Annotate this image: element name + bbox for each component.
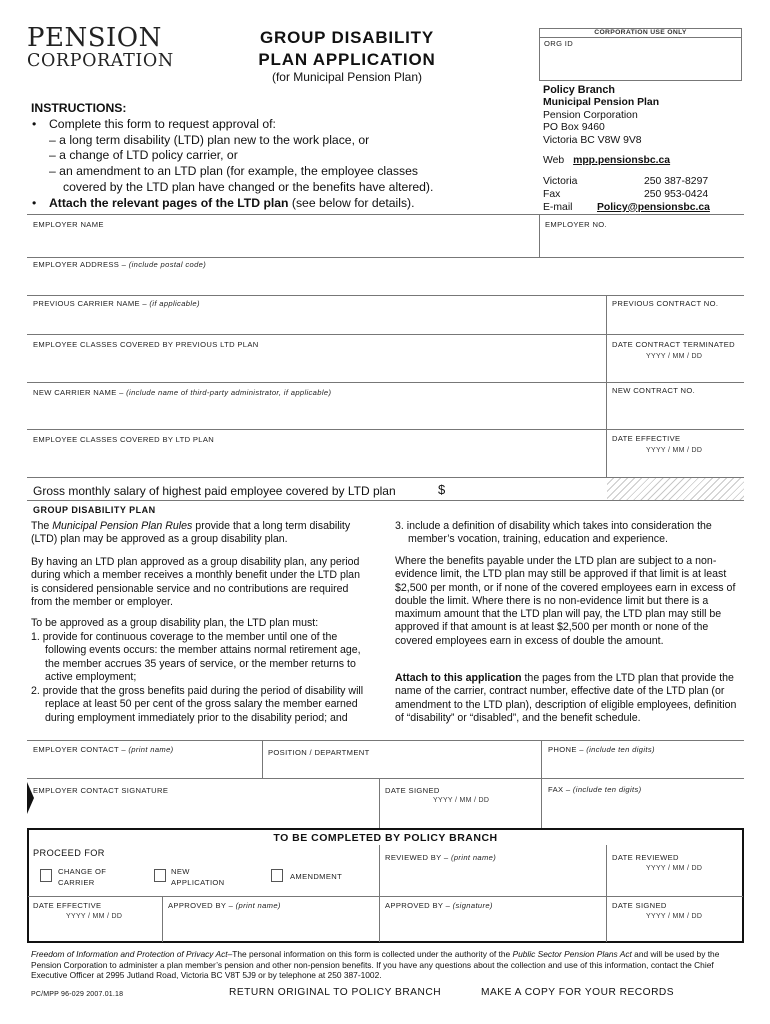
web-label: Web [543,155,565,166]
date-format-hint: YYYY / MM / DD [646,865,703,872]
email-link[interactable]: Policy@pensionsbc.ca [597,201,710,213]
logo-line-2: CORPORATION [27,51,174,71]
divider [27,334,744,335]
signature-field[interactable]: EMPLOYER CONTACT SIGNATURE [33,786,169,795]
new-contract-field[interactable]: NEW CONTRACT NO. [612,386,696,395]
divider [541,740,542,828]
divider [27,257,744,258]
gdp-paragraph-3: To be approved as a group disability plan, the LTD plan must: [31,617,319,629]
divider [606,295,607,477]
pb-date-signed-field[interactable]: DATE SIGNED [612,901,667,910]
form-title [238,27,456,71]
contact-org: Pension Corporation [543,109,638,121]
proceed-for-label: PROCEED FOR [33,848,105,858]
fax-label: Fax [543,188,561,200]
gross-salary-input[interactable] [438,482,598,500]
pb-date-effective-field[interactable]: DATE EFFECTIVE [33,901,102,910]
employer-contact-field[interactable]: EMPLOYER CONTACT – (print name) [33,745,174,754]
instruction-bullet-2-bold: Attach the relevant pages of the LTD plan [49,195,289,210]
contact-block [543,84,743,148]
gdp-heading: GROUP DISABILITY PLAN [33,505,156,515]
gdp-requirement-2: 2. provide that the gross benefits paid during the period of disability will replace at least 50 per cent of the gross salary the member earned during employment immediately prior to the disability period; and [31,685,364,724]
position-field[interactable]: POSITION / DEPARTMENT [268,748,370,757]
shaded-box [607,478,744,500]
divider [27,295,744,296]
employer-no-field[interactable]: EMPLOYER NO. [545,220,608,229]
date-reviewed-field[interactable]: DATE REVIEWED [612,853,679,862]
contact-plan: Municipal Pension Plan [543,96,660,108]
gdp-requirement-3: 3. include a definition of disability which takes into consideration the member’s vocation, training, education and experience. [395,520,712,546]
gdp-requirement-1: 1. provide for continuous coverage to the member until one of the following events occurs: the member attains normal retirement age, the member accrues 35 years of service, or the member returns to active employment; [31,631,361,683]
ltd-classes-field[interactable]: EMPLOYEE CLASSES COVERED BY LTD PLAN [33,435,215,444]
policy-branch-heading: TO BE COMPLETED BY POLICY BRANCH [273,832,498,844]
org-id-field[interactable]: ORG ID [544,39,574,48]
reviewed-by-field[interactable]: REVIEWED BY – (print name) [385,853,497,862]
contact-box: PO Box 9460 [543,122,605,134]
divider [27,214,744,215]
previous-classes-field[interactable]: EMPLOYEE CLASSES COVERED BY PREVIOUS LTD PLAN [33,340,259,349]
date-format-hint: YYYY / MM / DD [433,797,490,804]
email-label: E-mail [543,201,573,213]
previous-carrier-field[interactable]: PREVIOUS CARRIER NAME – (if applicable) [33,299,200,308]
instruction-bullet-1: Complete this form to request approval of: [49,116,276,131]
gdp-paragraph-2: By having an LTD plan approved as a group disability plan, any period during which a member receives a monthly benefit under the LTD plan is considered pensionable service and no contributions are required from the member or employer. [31,556,360,608]
bullet-icon: • [32,195,37,210]
contact-dept: Policy Branch [543,84,616,96]
form-subtitle: (for Municipal Pension Plan) [271,70,423,84]
date-format-hint: YYYY / MM / DD [66,913,123,920]
contact-phone-block [543,176,743,214]
new-application-label: NEW APPLICATION [171,867,225,887]
sign-here-arrow-icon [27,782,35,814]
instruction-bullet-2-rest: (see below for details). [288,195,415,210]
amendment-label: AMENDMENT [290,872,343,881]
form-title-line-1: GROUP DISABILITY [259,28,434,47]
date-format-hint: YYYY / MM / DD [646,447,703,454]
date-effective-field[interactable]: DATE EFFECTIVE [612,434,681,443]
phone-field[interactable]: PHONE – (include ten digits) [548,745,655,754]
previous-contract-field[interactable]: PREVIOUS CONTRACT NO. [612,299,719,308]
approved-by-print-field[interactable]: APPROVED BY – (print name) [168,901,281,910]
date-terminated-field[interactable]: DATE CONTRACT TERMINATED [612,340,736,349]
gdp-paragraph-5: Attach to this application the pages from the LTD plan that provide the name of the carrier, contract number, effective date of the LTD plan (or amendment to the LTD plan), description of eligible employees, definition of “disability” or “disabled”, and the benefit schedule. [395,672,737,724]
corp-use-header: CORPORATION USE ONLY [594,29,687,36]
gdp-paragraph-1: The Municipal Pension Plan Rules provide that a long term disability (LTD) plan may be approved as a group disability plan. [31,520,351,546]
divider [27,382,744,383]
gdp-paragraph-4: Where the benefits payable under the LTD plan are subject to a non-evidence limit, the LTD plan may still be approved if that limit is at least $2,500 per month, or if none of the covered employees earn in excess of double the limit. Where there is no non-evidence limit but there is a maximum amount that the LTD plan will pay, the LTD plan may still be approved if that amount is at least $2,500 per month or none of the covered employees earn in excess of double the amount. [395,555,736,647]
instruction-dash-1: – a long term disability (LTD) plan new to the work place, or [49,132,370,147]
dollar-sign: $ [438,482,446,497]
instruction-dash-2: – a change of LTD policy carrier, or [49,148,238,163]
fax-number: 250 953-0424 [644,188,709,200]
bullet-icon: • [32,116,37,131]
instructions-heading: INSTRUCTIONS: [31,101,127,115]
employer-name-field[interactable]: EMPLOYER NAME [33,220,104,229]
gross-salary-label: Gross monthly salary of highest paid employee covered by LTD plan [33,484,396,498]
victoria-phone: 250 387-8297 [644,176,709,187]
instruction-dash-3a: – an amendment to an LTD plan (for example, the employee classes [49,164,418,179]
employer-address-field[interactable]: EMPLOYER ADDRESS – (include postal code) [33,260,207,269]
divider [606,845,607,942]
date-signed-field[interactable]: DATE SIGNED [385,786,440,795]
web-link[interactable]: mpp.pensionsbc.ca [573,155,671,166]
divider [539,214,540,257]
divider [28,896,743,897]
date-format-hint: YYYY / MM / DD [646,913,703,920]
policy-branch-box [27,828,744,943]
instruction-dash-3b: covered by the LTD plan have changed or the benefits have altered). [63,179,434,194]
divider [27,500,744,501]
form-id: PC/MPP 96-029 2007.01.18 [31,991,124,998]
amendment-checkbox[interactable] [271,869,283,882]
new-carrier-field[interactable]: NEW CARRIER NAME – (include name of third-party administrator, if applicable) [33,388,332,397]
approved-by-signature-field[interactable]: APPROVED BY – (signature) [385,901,493,910]
new-application-checkbox[interactable] [154,869,166,882]
divider [379,778,380,828]
divider [262,740,263,778]
contact-fax-field[interactable]: FAX – (include ten digits) [548,785,642,794]
change-carrier-checkbox[interactable] [40,869,52,882]
change-carrier-label: CHANGE OF CARRIER [58,867,107,887]
foippa-notice: Freedom of Information and Protection of Privacy Act–The personal information on this form is collected under the authority of the Public Sector Pension Plans Act and will be used by the Pension Corporation to administer a plan member’s pension and other non-pension benefits. If you have any questions about the collection and use of this information, contact the Chief Executive Officer at 2995 Jutland Road, Victoria BC V8T 5J9 or by telephone at 250 387-1002. [31,949,720,981]
divider [162,896,163,942]
divider [27,778,744,779]
victoria-label: Victoria [543,176,578,187]
contact-web-row [543,155,743,168]
divider [539,37,742,38]
contact-city: Victoria BC V8W 9V8 [543,135,642,147]
logo-line-1: PENSION [27,23,162,53]
instructions [31,101,511,212]
logo [27,23,174,71]
form-title-line-2: PLAN APPLICATION [258,50,436,69]
divider [27,740,744,741]
divider [379,845,380,942]
return-instruction: RETURN ORIGINAL TO POLICY BRANCH [229,987,442,998]
date-format-hint: YYYY / MM / DD [646,353,703,360]
divider [27,429,744,430]
copy-instruction: MAKE A COPY FOR YOUR RECORDS [481,987,675,998]
